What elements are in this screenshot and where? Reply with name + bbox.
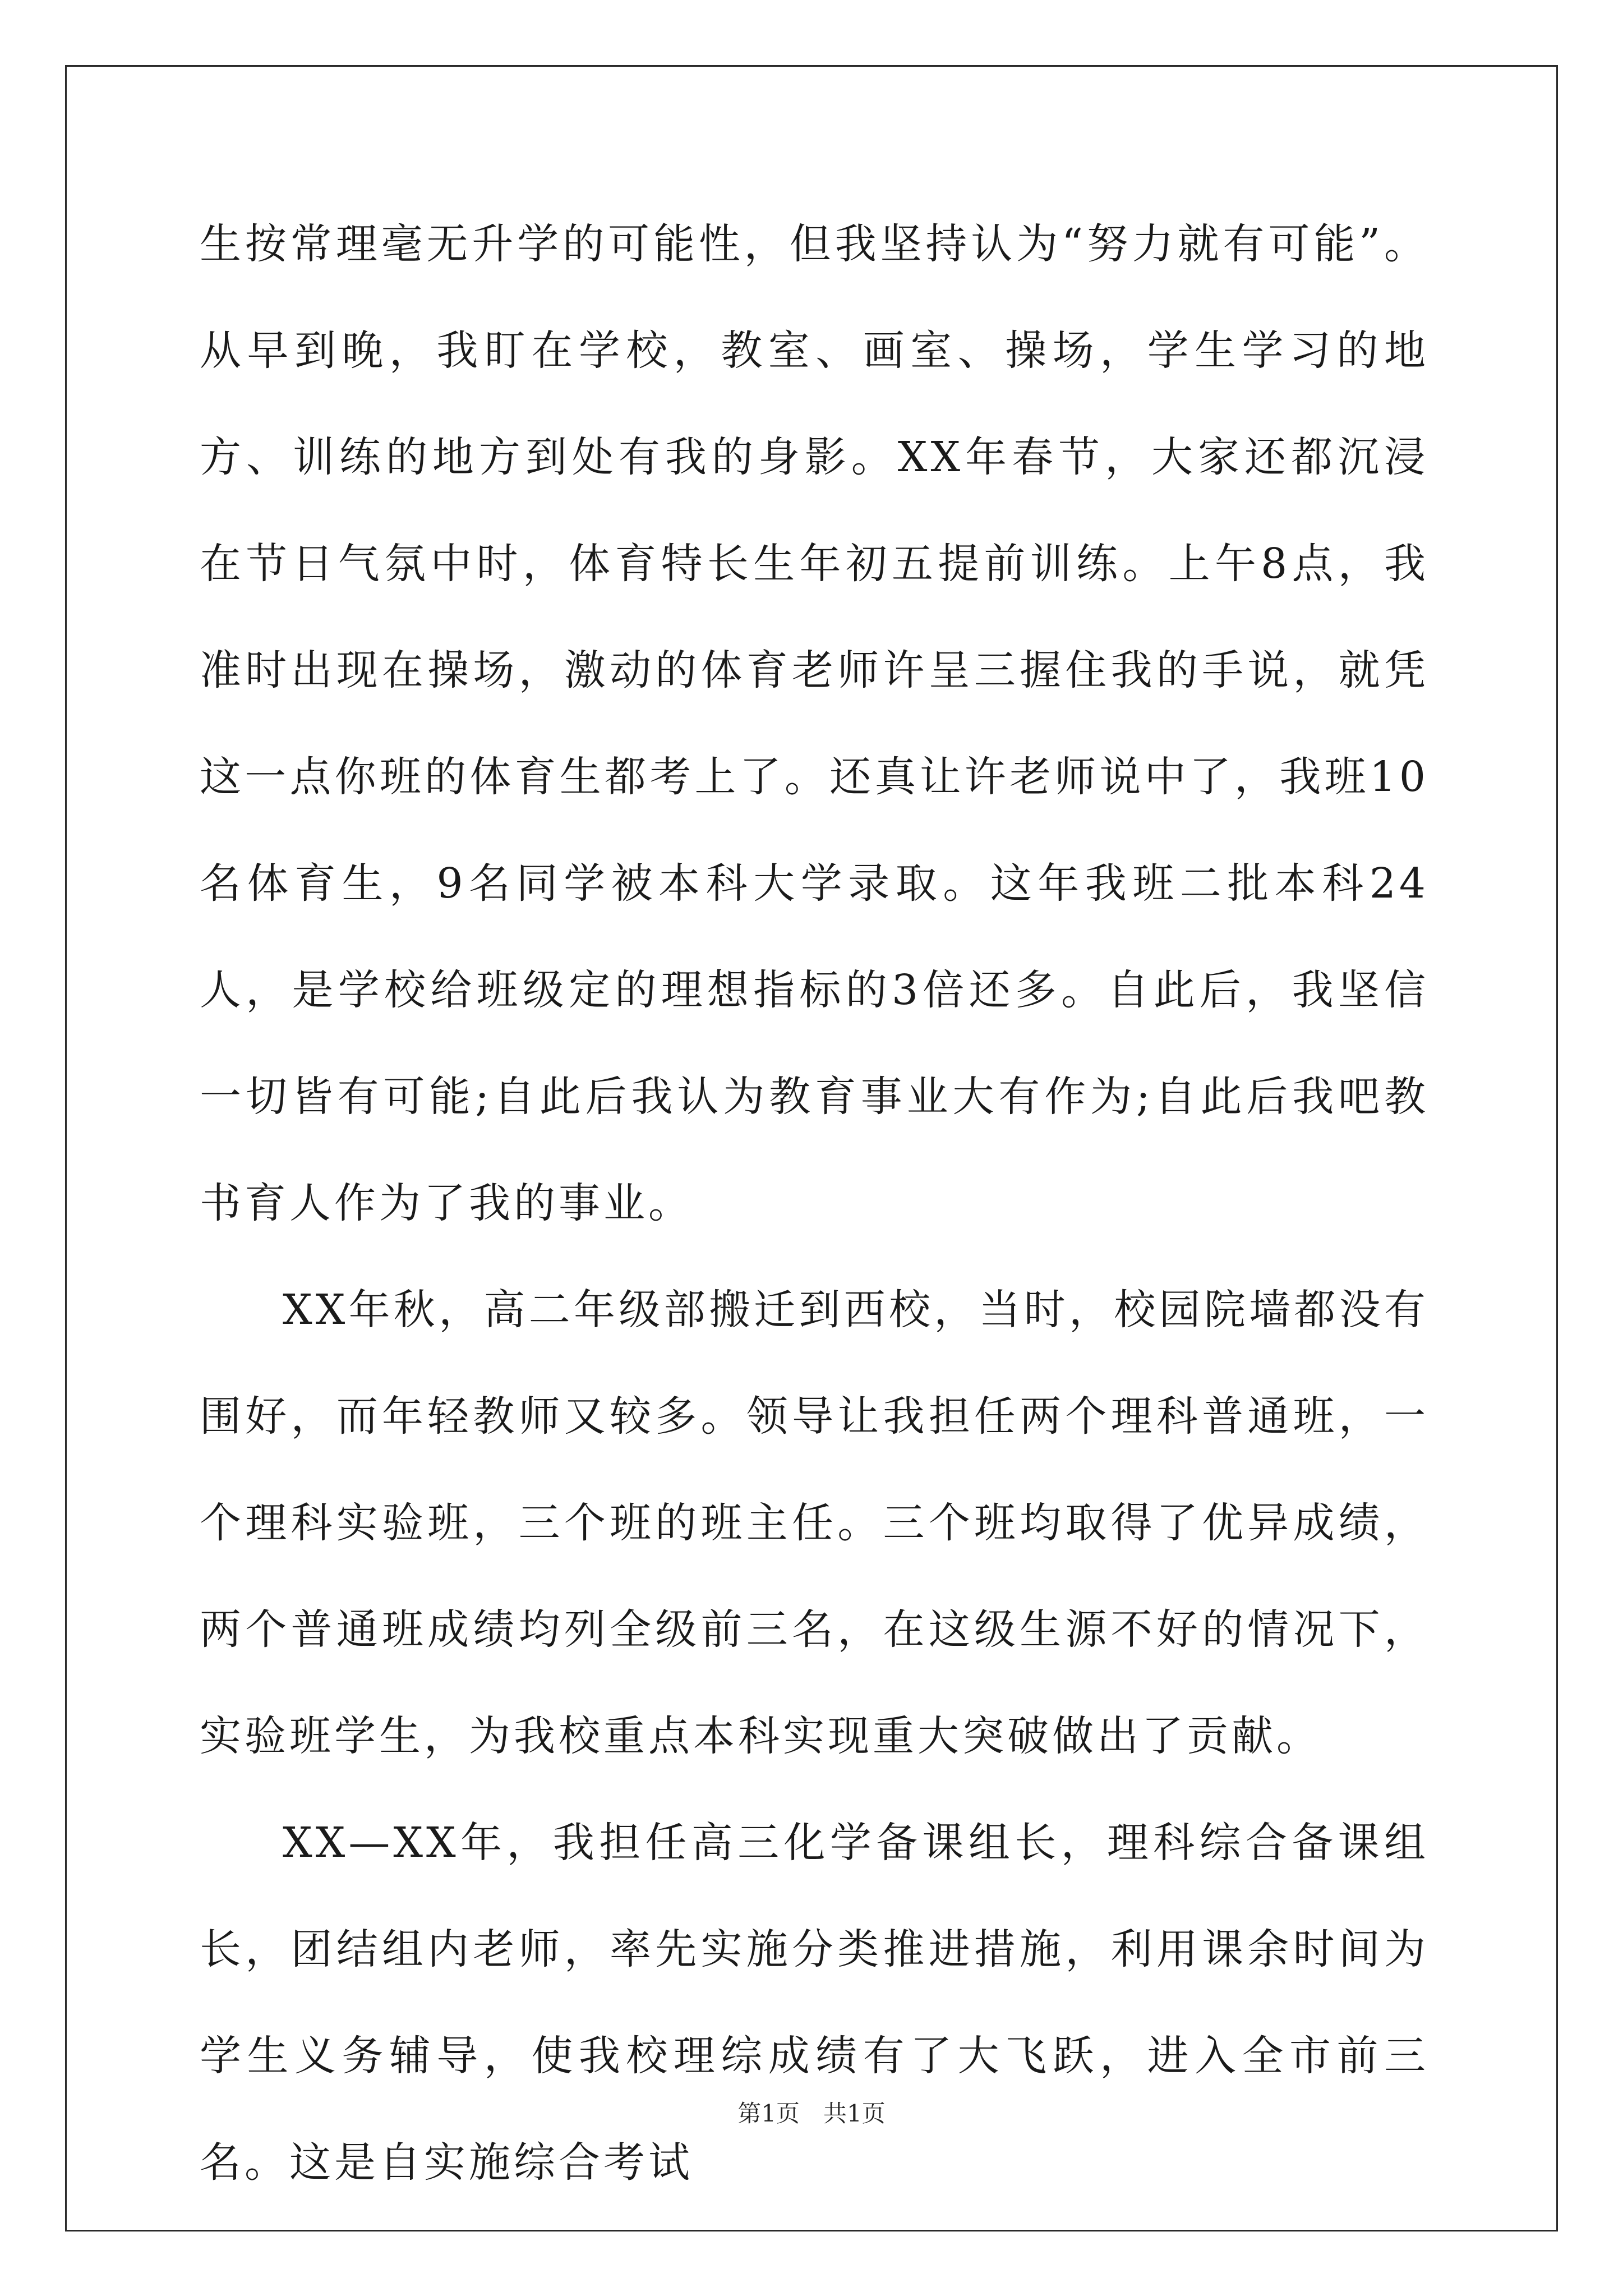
paragraph-2: XX年秋，高二年级部搬迁到西校，当时，校园院墙都没有围好，而年轻教师又较多。领导让我担任两个理科普通班，一个理科实验班，三个班的班主任。三个班均取得了优异成绩，两个普通班成绩均列全级前三名，在这级生源不好的情况下，实验班学生，为我校重点本科实现重大突破做出了贡献。 bbox=[200, 1286, 1429, 1760]
paragraph-3: XX—XX年，我担任高三化学备课组长，理科综合备课组长，团结组内老师，率先实施分类推进措施，利用课余时间为学生义务辅导，使我校理综成绩有了大飞跃，进入全市前三名。这是自实施综合考试 bbox=[200, 1819, 1429, 2187]
document-body bbox=[200, 191, 1429, 2216]
paragraph-1: 生按常理毫无升学的可能性，但我坚持认为“努力就有可能”。从早到晚，我盯在学校，教室、画室、操场，学生学习的地方、训练的地方到处有我的身影。XX年春节，大家还都沉浸在节日气氛中时，体育特长生年初五提前训练。上午8点，我准时出现在操场，激动的体育老师许呈三握住我的手说，就凭这一点你班的体育生都考上了。还真让许老师说中了，我班10名体育生，9名同学被本科大学录取。这年我班二批本科24人，是学校给班级定的理想指标的3倍还多。自此后，我坚信一切皆有可能;自此后我认为教育事业大有作为;自此后我吧教书育人作为了我的事业。 bbox=[200, 220, 1429, 1227]
page-footer: 第1页 共1页 bbox=[737, 2100, 886, 2127]
